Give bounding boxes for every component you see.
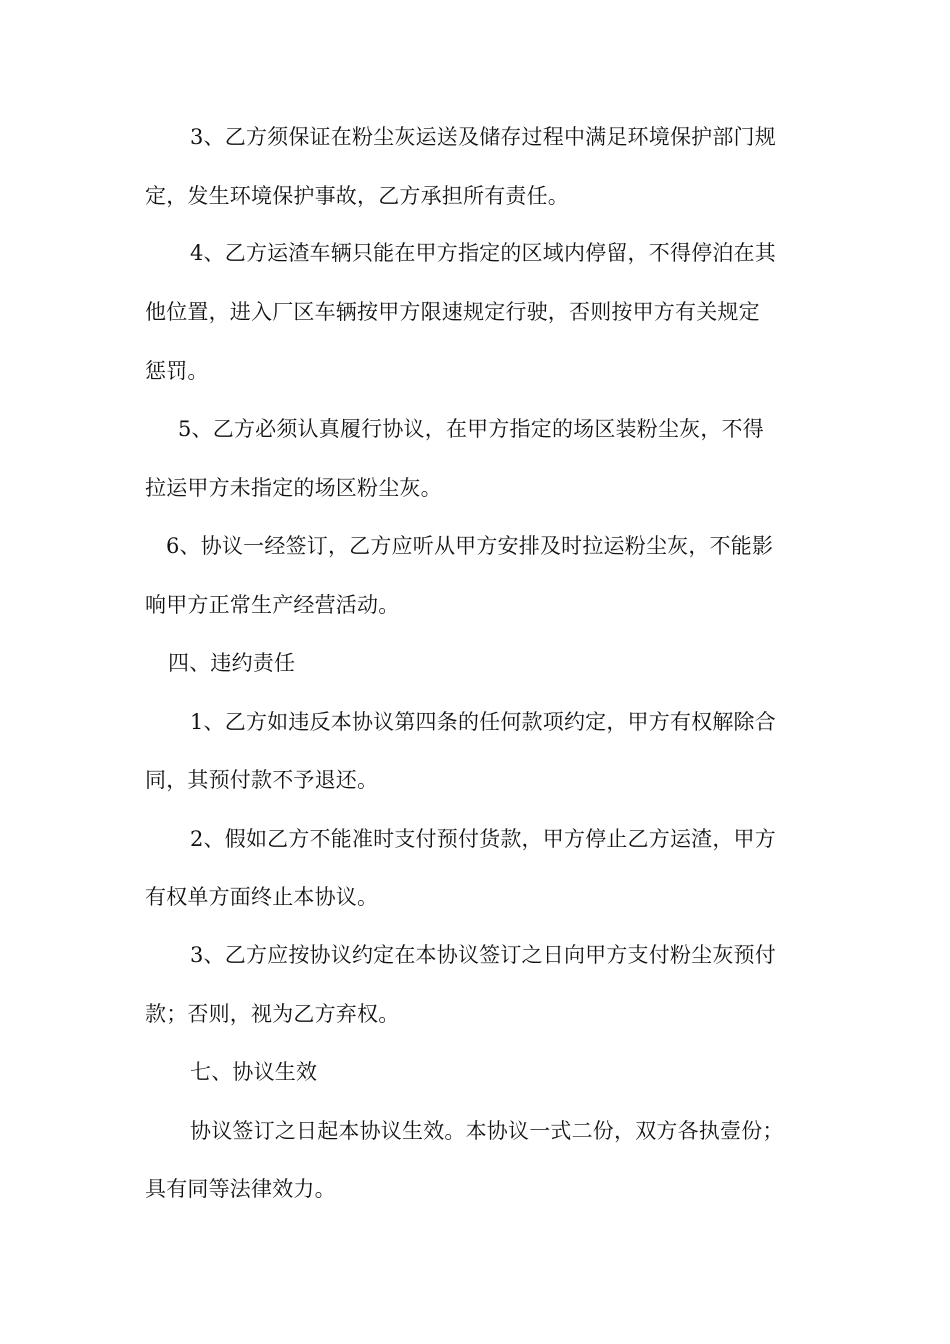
breach-1-line-2: 同，其预付款不予退还。: [145, 768, 379, 792]
section-heading-effect: 七、协议生效: [190, 1060, 318, 1084]
section-heading-breach: 四、违约责任: [168, 651, 296, 675]
clause-3-line-2: 定，发生环境保护事故，乙方承担所有责任。: [145, 184, 569, 208]
effect-line-1: 协议签订之日起本协议生效。本协议一式二份，双方各执壹份；: [190, 1119, 784, 1143]
clause-5-line-2: 拉运甲方未指定的场区粉尘灰。: [145, 476, 442, 500]
breach-3-line-1: 3、乙方应按协议约定在本协议签订之日向甲方支付粉尘灰预付: [190, 943, 776, 967]
breach-2-line-1: 2、假如乙方不能准时支付预付货款，甲方停止乙方运渣，甲方: [190, 827, 776, 851]
clause-6-line-2: 响甲方正常生产经营活动。: [145, 593, 400, 617]
clause-4-line-1: 4、乙方运渣车辆只能在甲方指定的区域内停留，不得停泊在其: [190, 241, 776, 265]
breach-1-line-1: 1、乙方如违反本协议第四条的任何款项约定，甲方有权解除合: [190, 710, 776, 734]
clause-4-line-2: 他位置，进入厂区车辆按甲方限速规定行驶，否则按甲方有关规定: [145, 300, 760, 324]
clause-5-line-1: 5、乙方必须认真履行协议，在甲方指定的场区装粉尘灰，不得: [178, 417, 764, 441]
clause-6-line-1: 6、协议一经签订，乙方应听从甲方安排及时拉运粉尘灰，不能影: [166, 534, 774, 558]
effect-line-2: 具有同等法律效力。: [145, 1177, 336, 1201]
breach-3-line-2: 款；否则，视为乙方弃权。: [145, 1002, 400, 1026]
breach-2-line-2: 有权单方面终止本协议。: [145, 885, 379, 909]
clause-4-line-3: 惩罚。: [145, 359, 209, 383]
clause-3-line-1: 3、乙方须保证在粉尘灰运送及储存过程中满足环境保护部门规: [190, 125, 776, 149]
